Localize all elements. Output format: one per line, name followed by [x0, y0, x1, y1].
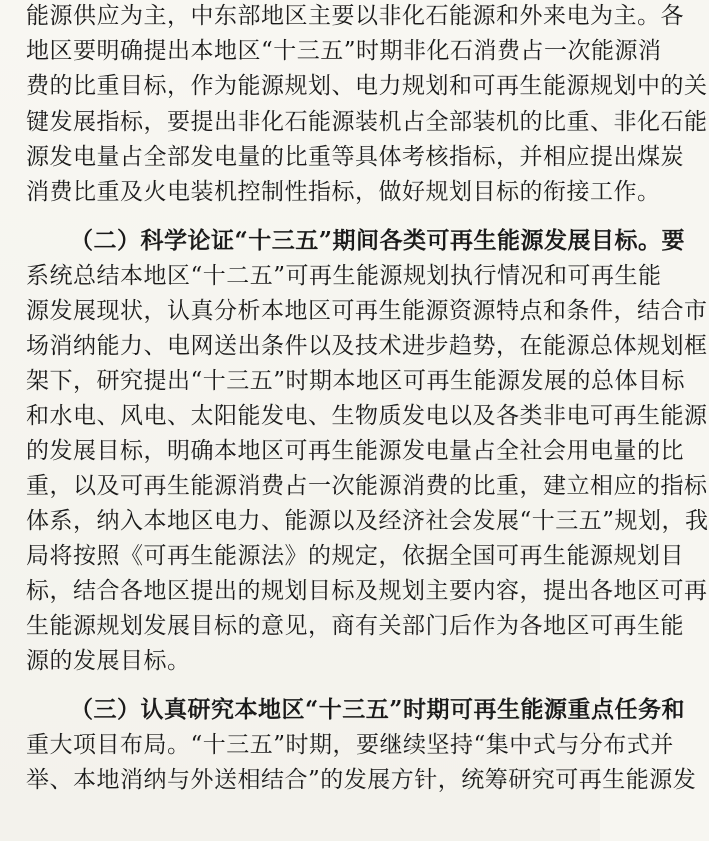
- text-line: 能源供应为主，中东部地区主要以非化石能源和外来电为主。各: [26, 3, 684, 29]
- text-line: 标，结合各地区提出的规划目标及规划主要内容，提出各地区可再: [26, 578, 708, 604]
- text-line: 和水电、风电、太阳能发电、生物质发电以及各类非电可再生能源: [26, 403, 708, 429]
- text-line: 局将按照《可再生能源法》的规定，依据全国可再生能源规划目: [26, 543, 684, 569]
- text-line: 生能源规划发展目标的意见，商有关部门后作为各地区可再生能: [26, 613, 684, 639]
- text-line: 重，以及可再生能源消费占一次能源消费的比重，建立相应的指标: [26, 473, 708, 499]
- text-line: 举、本地消纳与外送相结合”的发展方针，统筹研究可再生能源发: [26, 767, 697, 793]
- text-line: 源发电量占全部发电量的比重等具体考核指标，并相应提出煤炭: [26, 144, 684, 170]
- text-line: 源的发展目标。: [26, 648, 191, 674]
- section-heading-2: （二）科学论证“十三五”期间各类可再生能源发展目标。要: [70, 227, 685, 254]
- text-line: 源发展现状，认真分析本地区可再生能源资源特点和条件，结合市: [26, 298, 708, 324]
- text-line: 键发展指标，要提出非化石能源装机占全部装机的比重、非化石能: [26, 109, 708, 135]
- text-line: 消费比重及火电装机控制性指标，做好规划目标的衔接工作。: [26, 179, 661, 205]
- text-line: 体系，纳入本地区电力、能源以及经济社会发展“十三五”规划，我: [26, 508, 709, 534]
- text-line: 系统总结本地区“十二五”可再生能源规划执行情况和可再生能: [26, 263, 662, 289]
- section-heading-3: （三）认真研究本地区“十三五”时期可再生能源重点任务和: [70, 696, 685, 723]
- text-line: 费的比重目标，作为能源规划、电力规划和可再生能源规划中的关: [26, 73, 708, 99]
- text-line: 重大项目布局。“十三五”时期，要继续坚持“集中式与分布式并: [26, 732, 674, 758]
- text-line: 的发展目标，明确本地区可再生能源发电量占全社会用电量的比: [26, 438, 684, 464]
- text-line: 架下，研究提出“十三五”时期本地区可再生能源发展的总体目标: [26, 368, 686, 394]
- text-line: 地区要明确提出本地区“十三五”时期非化石消费占一次能源消: [26, 38, 662, 64]
- text-line: 场消纳能力、电网送出条件以及技术进步趋势，在能源总体规划框: [26, 333, 708, 359]
